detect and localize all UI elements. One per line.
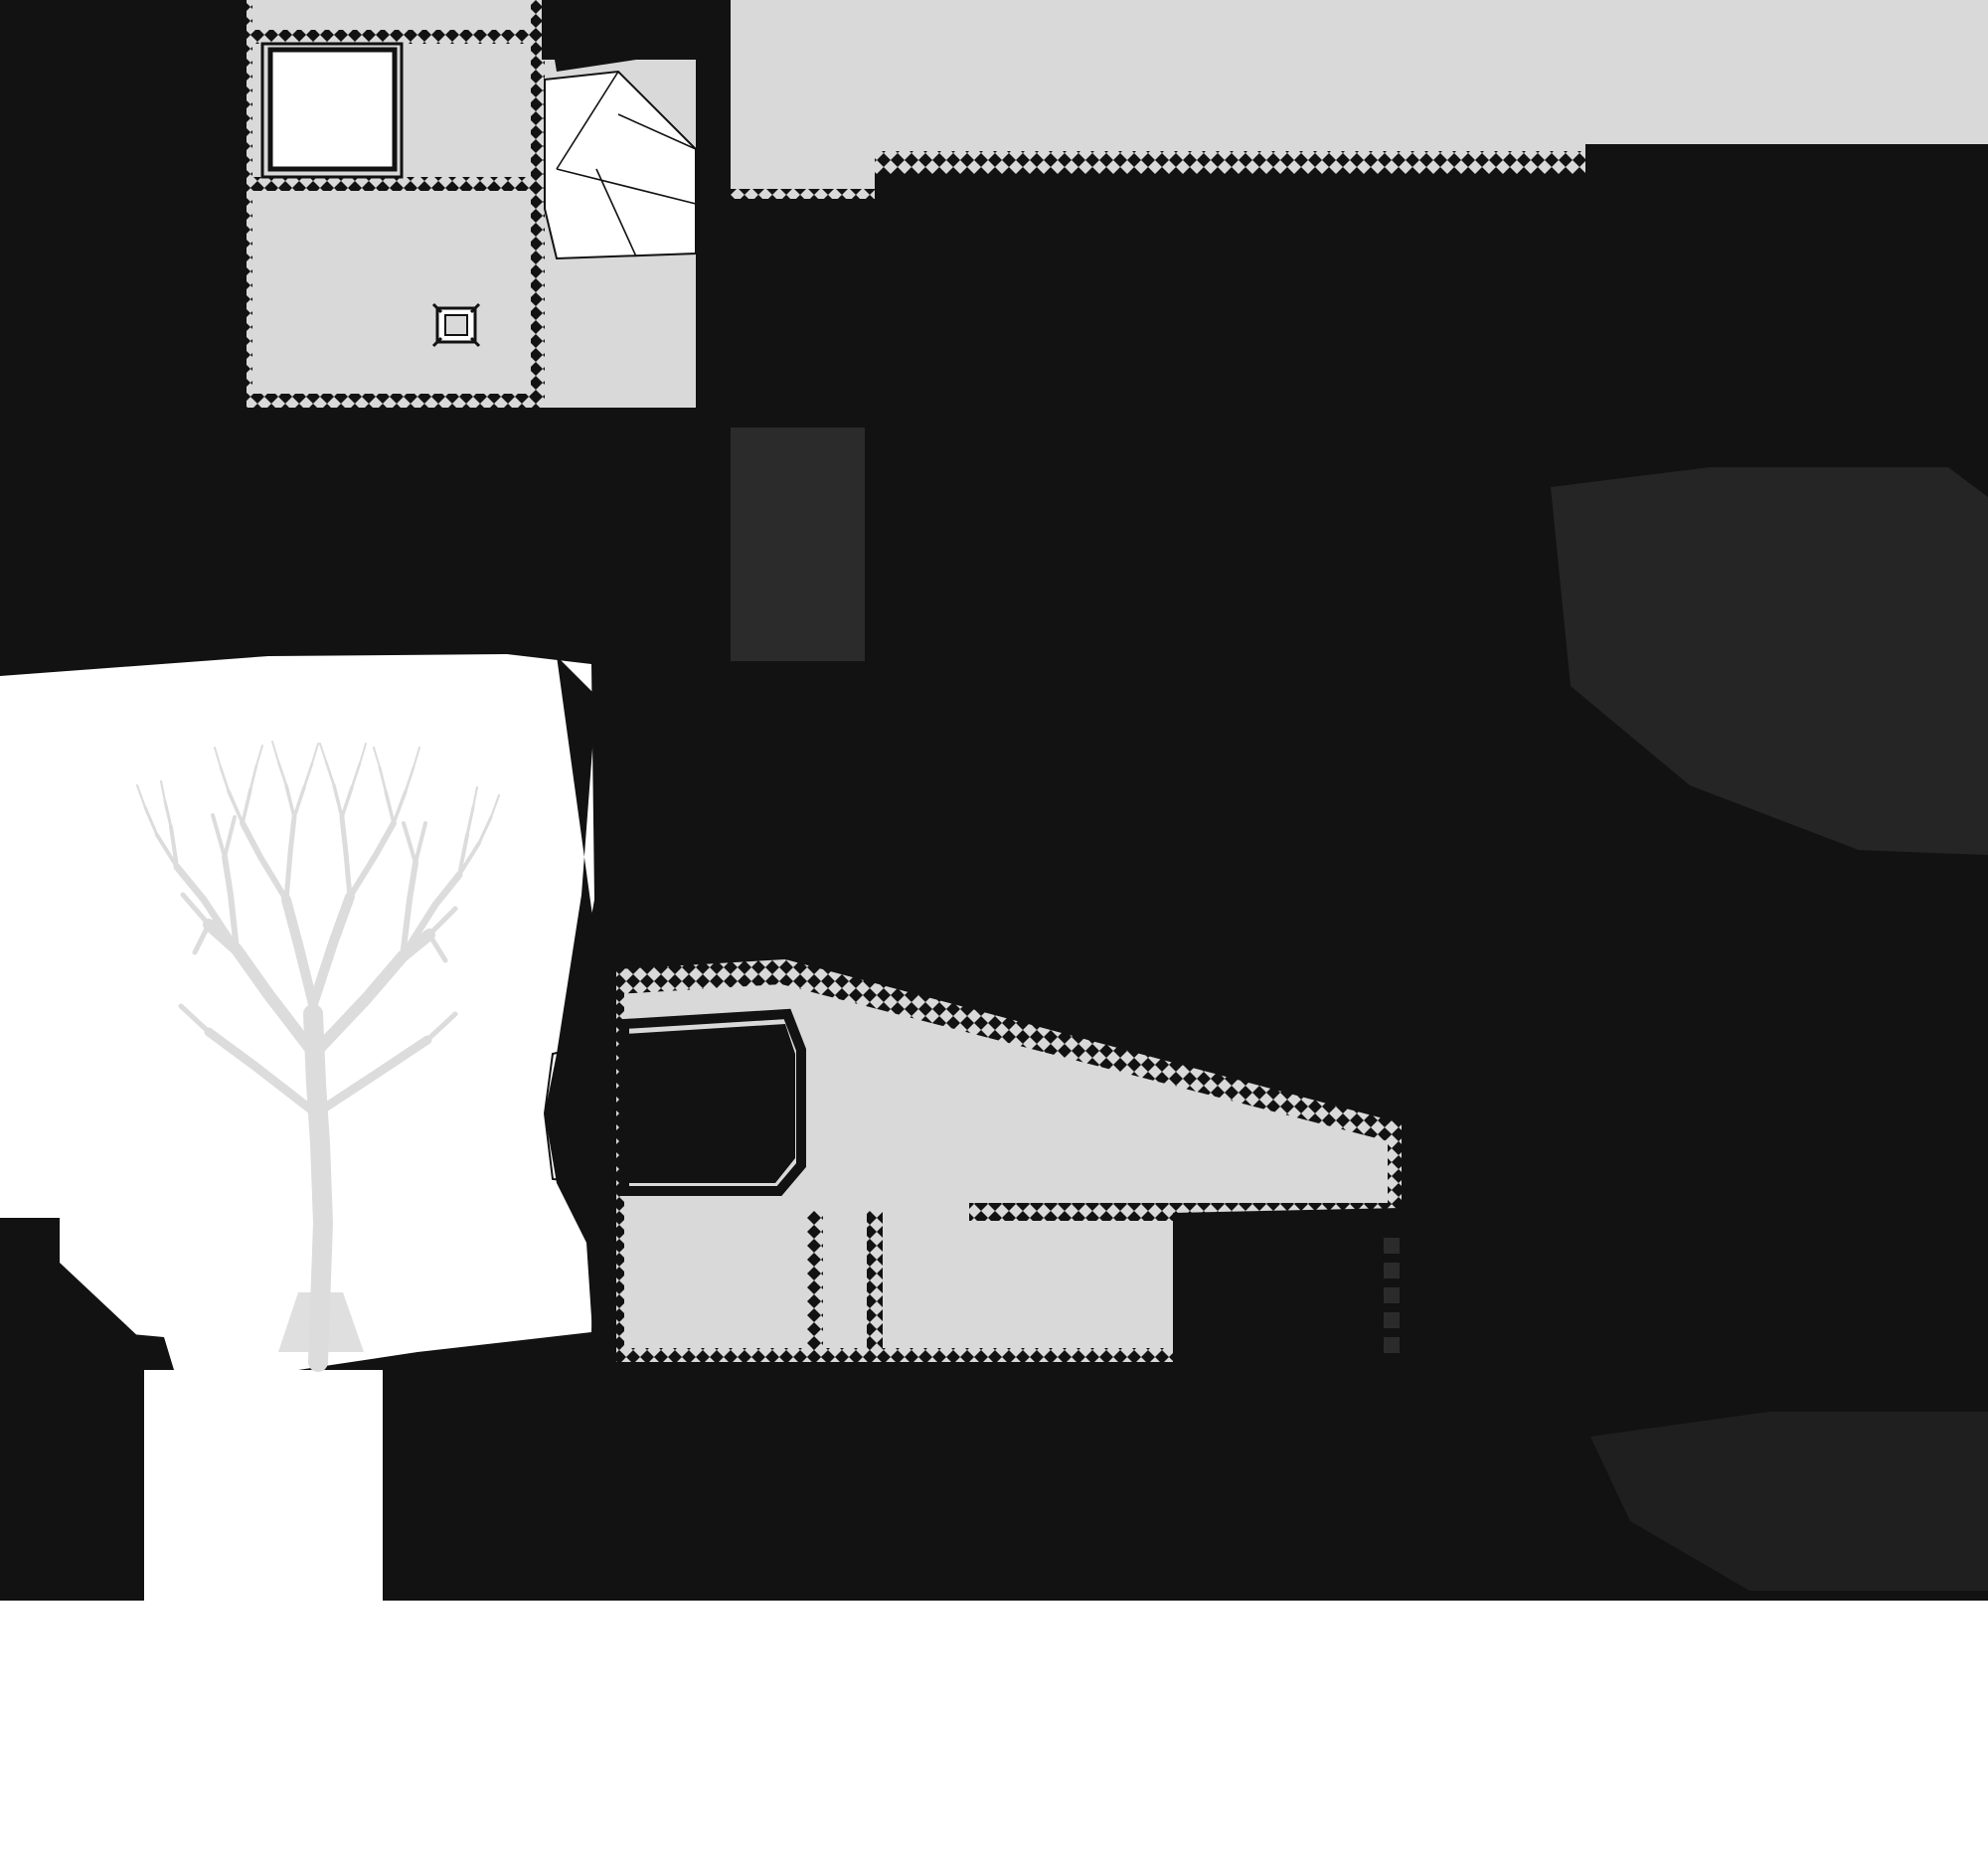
room-ceiling-zigzag <box>247 30 535 44</box>
hall-bottom-zigzag-edge <box>612 1348 1177 1366</box>
chimney-right-zigzag <box>857 266 871 416</box>
pillar-left-zigzag <box>807 1211 823 1370</box>
room-floor-zigzag <box>247 177 535 191</box>
chimney-void <box>731 268 865 413</box>
room-right-edge-zigzag <box>531 0 545 410</box>
room-left-edge-zigzag <box>241 0 252 410</box>
right-poche-band-zigzag <box>696 195 877 217</box>
gable-hatch <box>596 0 636 60</box>
chimney-cast-shadow <box>731 427 865 661</box>
lower-white-margin <box>0 1601 1988 1871</box>
window-opening <box>270 50 395 169</box>
left-white-ground-field <box>0 654 596 1370</box>
hall-upper-left-recess <box>624 1024 795 1183</box>
room-bottom-edge-zigzag <box>247 394 545 412</box>
lower-left-white-block <box>144 1370 383 1601</box>
hall-beam-zigzag-edge <box>969 1203 1392 1221</box>
interior-pillar <box>0 1218 60 1367</box>
pillar-right-zigzag <box>867 1211 883 1370</box>
chimney-top-zigzag <box>724 260 873 278</box>
chimney-left-zigzag <box>722 266 736 416</box>
sky-band-zigzag-edge <box>875 151 1585 177</box>
furniture-glyph <box>433 304 479 346</box>
